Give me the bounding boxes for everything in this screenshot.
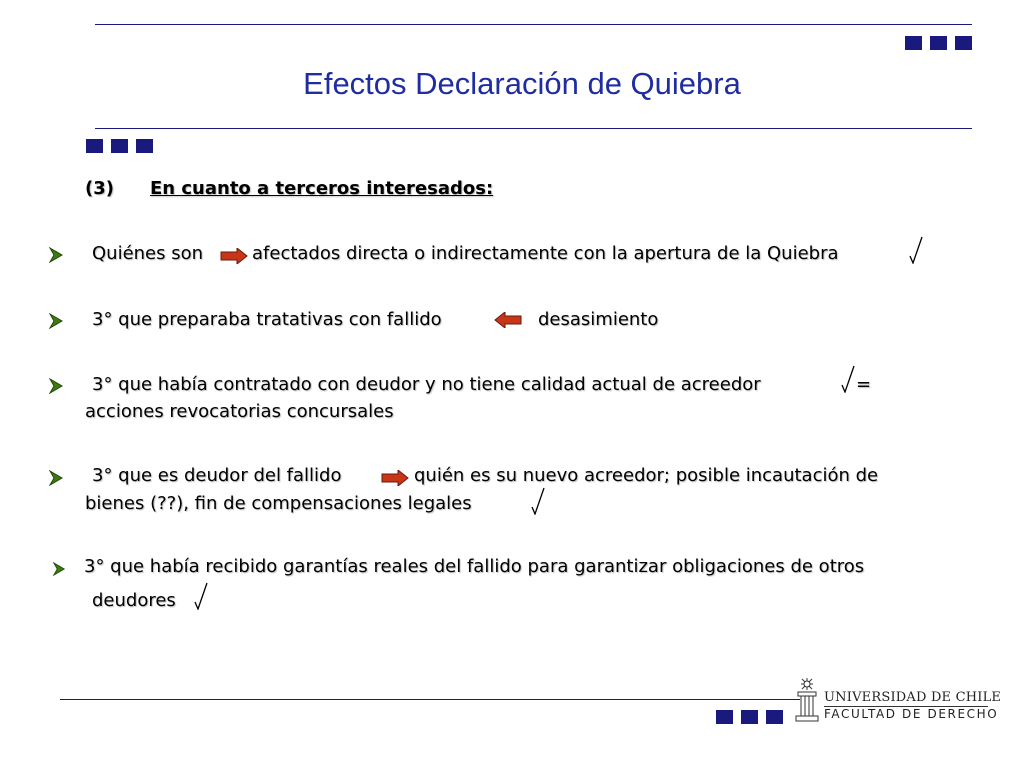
bullet-4-line2: bienes (??), fin de compensaciones legales [85, 493, 472, 514]
left-arrow-icon [494, 312, 522, 328]
page-title: Efectos Declaración de Quiebra [303, 66, 741, 101]
bullet-arrow-icon [52, 562, 66, 576]
checkmark-icon [909, 236, 923, 264]
bullet-3-line1: 3° que había contratado con deudor y no tiene calidad actual de acreedor [92, 374, 761, 395]
bullet-1-post: afectados directa o indirectamente con la apertura de la Quiebra [252, 243, 839, 264]
bullet-1-pre: Quiénes son [92, 243, 204, 264]
bullet-2-post: desasimiento [538, 309, 659, 330]
bullet-arrow-icon [48, 247, 64, 263]
faculty-name: FACULTAD DE DERECHO [824, 707, 999, 721]
bullet-arrow-icon [48, 378, 64, 394]
section-number: (3) [85, 178, 114, 199]
bullet-5-line1: 3° que había recibido garantías reales del fallido para garantizar obligaciones de otros [84, 556, 865, 577]
bullet-2-pre: 3° que preparaba tratativas con fallido [92, 309, 442, 330]
right-arrow-icon [381, 470, 409, 486]
bullet-3-eq: = [856, 374, 872, 395]
bullet-4-post: quién es su nuevo acreedor; posible incautación de [414, 465, 879, 486]
university-emblem-icon [794, 676, 820, 724]
university-name: UNIVERSIDAD DE CHILE [824, 690, 1002, 705]
bottom-rule [60, 699, 800, 700]
checkmark-icon [531, 487, 545, 515]
top-rule [95, 24, 972, 25]
checkmark-icon [841, 365, 855, 393]
section-heading: En cuanto a terceros interesados: [150, 178, 494, 199]
bullet-5-line2: deudores [92, 590, 176, 611]
bullet-4-pre: 3° que es deudor del fallido [92, 465, 342, 486]
bullet-arrow-icon [48, 313, 64, 329]
checkmark-icon [194, 582, 208, 610]
bullet-arrow-icon [48, 470, 64, 486]
right-arrow-icon [220, 248, 248, 264]
bullet-3-line2: acciones revocatorias concursales [85, 401, 394, 422]
title-rule [95, 128, 972, 129]
